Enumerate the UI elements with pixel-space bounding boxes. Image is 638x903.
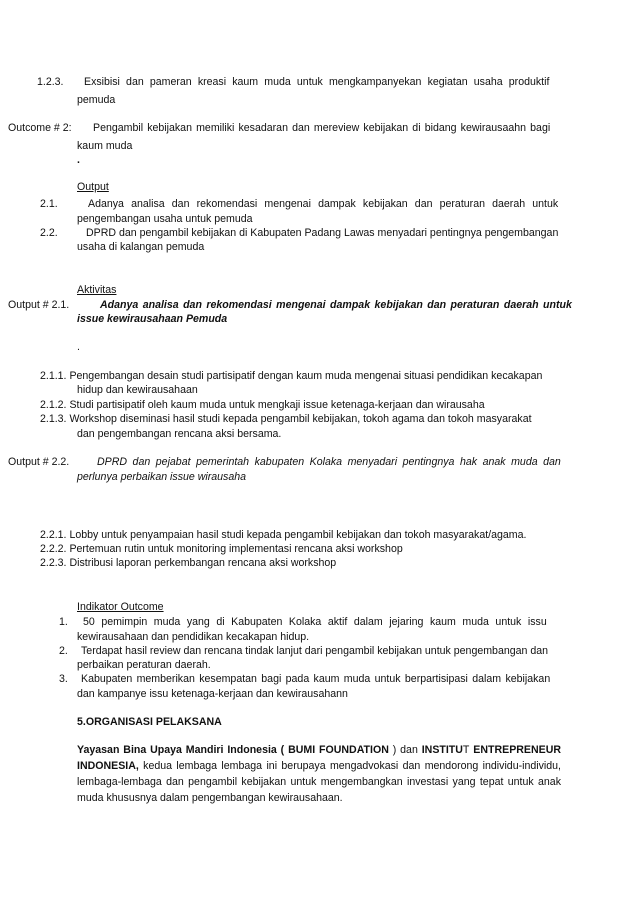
- activity-line1: 2.1.2. Studi partisipatif oleh kaum muda untuk mengkaji issue ketenaga-kerjaan dan wirausaha: [40, 399, 485, 411]
- organisasi-org2a: INSTITU: [421, 744, 463, 756]
- output-2-1-label: Output # 2.1.: [8, 299, 70, 311]
- organisasi-org2c: INDONESIA,: [77, 760, 139, 772]
- output-item-line2: usaha di kalangan pemuda: [77, 241, 205, 253]
- organisasi-paragraph: [77, 742, 561, 806]
- activity-2-2-1: 2.2.1. Lobby untuk penyampaian hasil studi kepada pengambil kebijakan dan tokoh masyarakat/agama.: [40, 529, 527, 541]
- activity-2-2-3: 2.2.3. Distribusi laporan perkembangan rencana aksi workshop: [40, 557, 337, 569]
- output-item-number: 2.1.: [40, 198, 58, 210]
- output-2-2-label: Output # 2.2.: [8, 456, 70, 468]
- organisasi-heading: 5.ORGANISASI PELAKSANA: [77, 716, 222, 728]
- output-2-1-line2: issue kewirausahaan Pemuda: [77, 313, 228, 325]
- output-item-line2: pengembangan usaha untuk pemuda: [77, 213, 253, 225]
- indikator-line2: kewirausahaan dan pendidikan kecakapan hidup.: [77, 631, 310, 643]
- indikator-number: 3.: [59, 673, 68, 685]
- outcome-2-line2: kaum muda: [77, 140, 133, 152]
- indikator-line1: Kabupaten memberikan kesempatan bagi pada kaum muda untuk berpartisipasi dalam kebijakan: [81, 673, 551, 685]
- output-heading: Output: [77, 181, 109, 193]
- activity-line2: hidup dan kewirausahaan: [77, 384, 198, 396]
- activity-2-2-2: 2.2.2. Pertemuan rutin untuk monitoring implementasi rencana aksi workshop: [40, 543, 403, 555]
- item-1-2-3-line1: Exsibisi dan pameran kreasi kaum muda untuk mengkampanyekan kegiatan usaha produktif: [84, 76, 550, 88]
- outcome-2-line1: Pengambil kebijakan memiliki kesadaran dan mereview kebijakan di bidang kewirausaahn bagi: [93, 122, 551, 134]
- organisasi-org2b: ENTREPRENEUR: [469, 744, 561, 756]
- aktivitas-dot: .: [77, 341, 80, 353]
- organisasi-org2t: T: [462, 744, 470, 756]
- output-2-2-line1: DPRD dan pejabat pemerintah kabupaten Kolaka menyadari pentingnya hak anak muda dan: [97, 456, 561, 468]
- activity-line1: 2.1.1. Pengembangan desain studi partisipatif dengan kaum muda mengenai situasi pendidikan kecakapan: [40, 370, 543, 382]
- organisasi-body: kedua lembaga lembaga ini berupaya mengadvokasi dan mendorong individu-individu, lembaga-lembaga dan pengambil kebijakan untuk mengembangkan investasi yang tepat untuk anak muda khususnya dalam pengembangan kewirausahaan.: [77, 760, 561, 804]
- indikator-line2: perbaikan peraturan daerah.: [77, 659, 211, 671]
- output-2-1-line1: Adanya analisa dan rekomendasi mengenai dampak kebijakan dan peraturan daerah untuk: [100, 299, 572, 311]
- activity-line2: dan pengembangan rencana aksi bersama.: [77, 428, 282, 440]
- output-item-number: 2.2.: [40, 227, 58, 239]
- output-item-line1: DPRD dan pengambil kebijakan di Kabupaten Padang Lawas menyadari pentingnya pengembangan: [86, 227, 559, 239]
- activity-line1: 2.1.3. Workshop diseminasi hasil studi kepada pengambil kebijakan, tokoh agama dan tokoh masyarakat: [40, 413, 532, 425]
- item-1-2-3-number: 1.2.3.: [37, 76, 64, 88]
- indikator-line2: dan kampanye issu ketenaga-kerjaan dan kewirausahann: [77, 688, 348, 700]
- outcome-2-label: Outcome # 2:: [8, 122, 72, 134]
- item-1-2-3-line2: pemuda: [77, 94, 116, 106]
- outcome-2-dot: .: [77, 154, 80, 166]
- organisasi-org1: Yayasan Bina Upaya Mandiri Indonesia ( BUMI FOUNDATION: [77, 744, 389, 756]
- output-2-2-line2: perlunya perbaikan issue wirausaha: [77, 471, 247, 483]
- organisasi-conjunction: ) dan: [388, 744, 422, 756]
- indikator-heading: Indikator Outcome: [77, 601, 164, 613]
- indikator-line1: 50 pemimpin muda yang di Kabupaten Kolaka aktif dalam jejaring kaum muda untuk issu: [83, 616, 547, 628]
- indikator-number: 2.: [59, 645, 68, 657]
- indikator-number: 1.: [59, 616, 68, 628]
- indikator-line1: Terdapat hasil review dan rencana tindak lanjut dari pengambil kebijakan untuk pengembangan dan: [81, 645, 549, 657]
- output-item-line1: Adanya analisa dan rekomendasi mengenai dampak kebijakan dan peraturan daerah untuk: [88, 198, 559, 210]
- aktivitas-heading: Aktivitas: [77, 284, 117, 296]
